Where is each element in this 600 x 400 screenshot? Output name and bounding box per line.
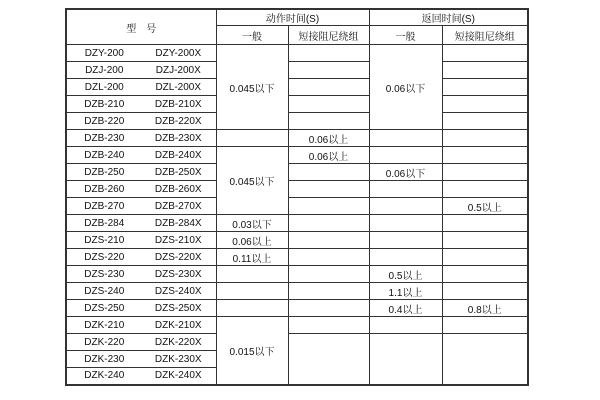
model-primary: DZK-240 xyxy=(84,370,125,382)
action-damping-cell xyxy=(288,45,369,62)
model-cell xyxy=(66,266,216,283)
return-general-cell xyxy=(369,249,442,266)
action-damping-cell xyxy=(288,283,369,300)
action-damping-cell xyxy=(288,62,369,79)
model-variant: DZB-284X xyxy=(154,217,202,229)
table-row xyxy=(66,62,528,79)
return-general-cell xyxy=(369,232,442,249)
model-primary: DZL-200 xyxy=(84,81,124,93)
action-damping-cell xyxy=(288,249,369,266)
model-cell xyxy=(66,130,216,147)
model-variant: DZB-240X xyxy=(154,149,202,161)
model-variant: DZB-210X xyxy=(154,98,202,110)
model-variant: DZY-200X xyxy=(155,47,202,59)
action-damping-cell xyxy=(288,181,369,198)
action-general-cell xyxy=(216,130,288,147)
action-damping-cell xyxy=(288,232,369,249)
model-primary: DZB-240 xyxy=(84,149,125,161)
return-general-cell xyxy=(369,334,442,385)
table-row xyxy=(66,283,528,300)
table-row xyxy=(66,96,528,113)
model-cell xyxy=(66,113,216,130)
model-primary: DZB-250 xyxy=(84,166,125,178)
model-variant: DZJ-200X xyxy=(155,64,201,76)
action-damping-cell xyxy=(288,164,369,181)
return-damping-cell xyxy=(442,96,528,113)
action-general-cell: 0.03以下 xyxy=(216,215,288,232)
table-row xyxy=(66,45,528,62)
action-general-cell xyxy=(216,300,288,317)
return-damping-cell xyxy=(442,215,528,232)
table-row xyxy=(66,249,528,266)
model-cell xyxy=(66,283,216,300)
return-damping-cell xyxy=(442,334,528,385)
model-primary: DZK-220 xyxy=(84,336,125,348)
model-variant: DZB-270X xyxy=(154,200,202,212)
model-primary: DZS-220 xyxy=(84,251,125,263)
return-damping-cell xyxy=(442,62,528,79)
return-damping-cell: 0.5以上 xyxy=(442,198,528,215)
model-variant: DZS-230X xyxy=(154,268,202,280)
model-cell xyxy=(66,147,216,164)
model-cell xyxy=(66,215,216,232)
return-general-cell xyxy=(369,198,442,215)
model-primary: DZY-200 xyxy=(84,47,124,59)
return-damping-cell xyxy=(442,147,528,164)
model-variant: DZK-210X xyxy=(154,319,202,331)
action-damping-cell xyxy=(288,79,369,96)
return-damping-cell xyxy=(442,181,528,198)
return-damping-cell: 0.8以上 xyxy=(442,300,528,317)
model-cell xyxy=(66,96,216,113)
model-cell xyxy=(66,368,216,385)
model-cell xyxy=(66,317,216,334)
model-cell xyxy=(66,232,216,249)
action-general-cell: 0.06以上 xyxy=(216,232,288,249)
table-row xyxy=(66,215,528,232)
action-damping-cell xyxy=(288,300,369,317)
table-row xyxy=(66,79,528,96)
return-general-cell: 0.06以下 xyxy=(369,164,442,181)
header-return-time: 返回时间(S) xyxy=(369,9,528,26)
model-primary: DZJ-200 xyxy=(85,64,124,76)
return-general-cell: 0.06以下 xyxy=(369,45,442,130)
action-general-cell: 0.015以下 xyxy=(216,317,288,385)
table-row xyxy=(66,300,528,317)
table-row xyxy=(66,181,528,198)
model-variant: DZS-240X xyxy=(154,285,202,297)
model-primary: DZS-240 xyxy=(84,285,125,297)
header-action-time: 动作时间(S) xyxy=(216,9,369,26)
model-cell xyxy=(66,62,216,79)
model-variant: DZK-230X xyxy=(154,353,202,365)
model-cell xyxy=(66,198,216,215)
header-model: 型 号 xyxy=(66,9,216,45)
return-general-cell: 1.1以上 xyxy=(369,283,442,300)
return-damping-cell xyxy=(442,283,528,300)
model-primary: DZK-230 xyxy=(84,353,125,365)
model-variant: DZS-250X xyxy=(154,302,202,314)
table-row xyxy=(66,164,528,181)
action-general-cell xyxy=(216,266,288,283)
return-general-cell xyxy=(369,147,442,164)
subheader-return-damping: 短接阻尼绕组 xyxy=(442,26,528,45)
return-damping-cell xyxy=(442,317,528,334)
return-damping-cell xyxy=(442,113,528,130)
return-damping-cell xyxy=(442,130,528,147)
relay-spec-table xyxy=(65,8,529,386)
model-cell xyxy=(66,334,216,351)
return-general-cell: 0.5以上 xyxy=(369,266,442,283)
subheader-return-general: 一般 xyxy=(369,26,442,45)
table-row xyxy=(66,232,528,249)
return-damping-cell xyxy=(442,79,528,96)
table-row xyxy=(66,334,528,351)
return-damping-cell xyxy=(442,232,528,249)
action-damping-cell xyxy=(288,96,369,113)
model-primary: DZS-210 xyxy=(84,234,125,246)
model-primary: DZB-220 xyxy=(84,115,125,127)
return-general-cell xyxy=(369,215,442,232)
return-damping-cell xyxy=(442,164,528,181)
return-general-cell xyxy=(369,317,442,334)
model-primary: DZB-230 xyxy=(84,132,125,144)
table-row xyxy=(66,113,528,130)
table-row xyxy=(66,198,528,215)
action-damping-cell xyxy=(288,113,369,130)
table-row xyxy=(66,317,528,334)
model-cell xyxy=(66,45,216,62)
return-damping-cell xyxy=(442,45,528,62)
model-primary: DZB-284 xyxy=(84,217,125,229)
return-damping-cell xyxy=(442,266,528,283)
model-cell xyxy=(66,249,216,266)
model-primary: DZB-210 xyxy=(84,98,125,110)
model-variant: DZB-220X xyxy=(154,115,202,127)
model-primary: DZS-230 xyxy=(84,268,125,280)
model-variant: DZB-260X xyxy=(154,183,202,195)
subheader-action-damping: 短接阻尼绕组 xyxy=(288,26,369,45)
model-cell xyxy=(66,300,216,317)
action-damping-cell: 0.06以上 xyxy=(288,130,369,147)
return-general-cell xyxy=(369,130,442,147)
model-variant: DZK-220X xyxy=(154,336,202,348)
model-cell xyxy=(66,351,216,368)
action-damping-cell xyxy=(288,198,369,215)
model-variant: DZS-210X xyxy=(154,234,202,246)
action-damping-cell xyxy=(288,334,369,385)
model-variant: DZB-230X xyxy=(154,132,202,144)
action-general-cell: 0.045以下 xyxy=(216,45,288,130)
model-primary: DZK-210 xyxy=(84,319,125,331)
model-variant: DZS-220X xyxy=(154,251,202,263)
model-cell xyxy=(66,181,216,198)
return-general-cell xyxy=(369,181,442,198)
table-row xyxy=(66,147,528,164)
model-cell xyxy=(66,164,216,181)
action-general-cell: 0.11以上 xyxy=(216,249,288,266)
model-primary: DZB-260 xyxy=(84,183,125,195)
subheader-action-general: 一般 xyxy=(216,26,288,45)
action-damping-cell xyxy=(288,266,369,283)
return-damping-cell xyxy=(442,249,528,266)
model-cell xyxy=(66,79,216,96)
model-primary: DZB-270 xyxy=(84,200,125,212)
action-damping-cell: 0.06以上 xyxy=(288,147,369,164)
table-row xyxy=(66,130,528,147)
model-variant: DZK-240X xyxy=(154,370,202,382)
action-general-cell: 0.045以下 xyxy=(216,147,288,215)
model-primary: DZS-250 xyxy=(84,302,125,314)
action-damping-cell xyxy=(288,317,369,334)
model-variant: DZB-250X xyxy=(154,166,202,178)
action-damping-cell xyxy=(288,215,369,232)
return-general-cell: 0.4以上 xyxy=(369,300,442,317)
model-variant: DZL-200X xyxy=(155,81,202,93)
action-general-cell xyxy=(216,283,288,300)
table-row xyxy=(66,266,528,283)
